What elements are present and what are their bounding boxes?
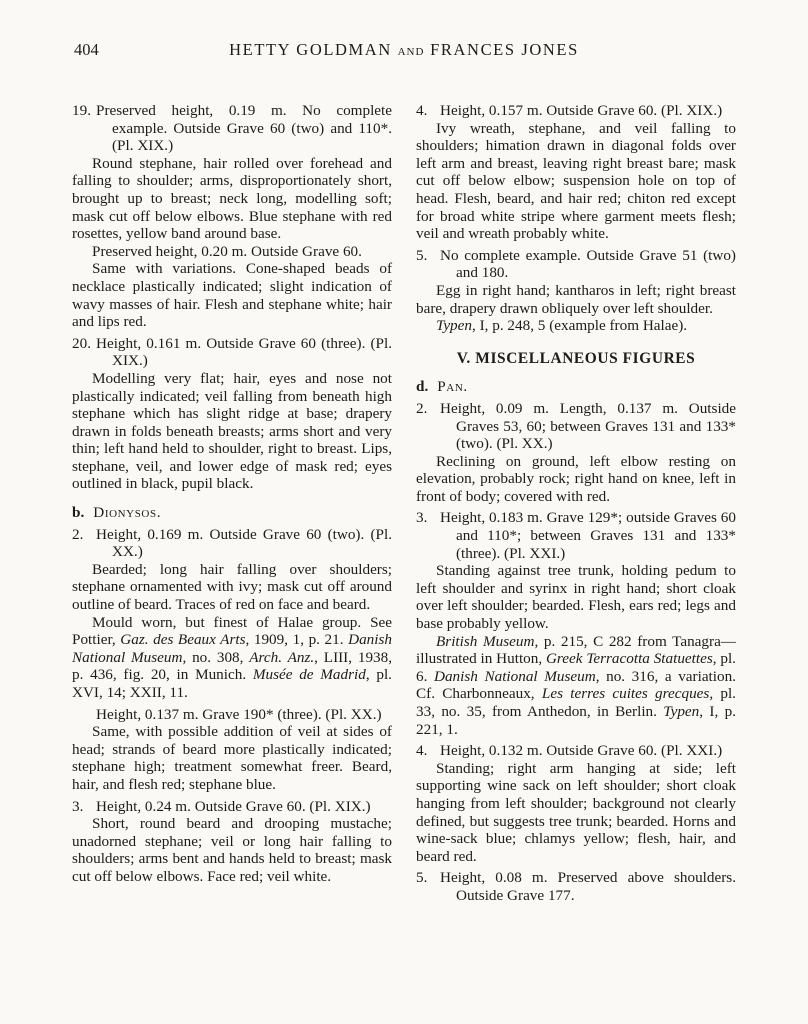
catalog-entry	[72, 526, 392, 561]
cited-work-title: Les terres cuites grecques	[541, 685, 710, 703]
cited-work-title: Typen	[436, 317, 472, 335]
text-run: , 1909, 1, p. 21.	[245, 631, 349, 649]
catalog-entry	[72, 798, 392, 816]
text-run: , p. 215, C 282 from Tanagra—illustrated in Hutton,	[416, 632, 736, 668]
left-column	[72, 98, 392, 905]
text-run: , LIII, 1938, p. 436, fig. 20, in Munich.	[72, 648, 393, 684]
body-paragraph	[72, 155, 392, 243]
entry-number: 19.	[72, 102, 91, 119]
text-run: Preserved height, 0.20 m. Outside Grave 60.	[92, 242, 362, 260]
entry-number: 2.	[72, 525, 84, 543]
cited-work-title: Musée de Madrid	[252, 666, 366, 684]
author-name-left: HETTY GOLDMAN	[229, 40, 392, 59]
body-paragraph	[72, 614, 392, 702]
catalog-entry	[416, 742, 736, 760]
text-run: , pl. XVI, 14; XXII, 11.	[72, 666, 392, 701]
text-run: Standing against tree trunk, holding pedum to left shoulder and syrinx in right hand; short cloak over left shoulder; bearded. Flesh, ears red; legs and base probably yellow.	[416, 562, 736, 633]
page-number: 404	[74, 40, 99, 59]
cited-work-title: Typen	[663, 703, 700, 720]
body-paragraph	[416, 760, 736, 866]
subsection-name: Pan.	[437, 378, 468, 396]
running-title	[72, 40, 736, 60]
body-paragraph	[72, 370, 392, 493]
cited-work-title: Danish National Museum	[72, 631, 392, 666]
text-run: Modelling very flat; hair, eyes and nose not plastically indicated; veil falling from beneath high stephane which has slight ridge at base; drapery drawn in folds beneath breasts; arms short and very thin; left hand held to shoulder, right to breast. Lips, stephane, veil, and lower edge of mask red; eyes outlined in black, pupil black.	[72, 369, 392, 493]
catalog-entry	[416, 400, 736, 453]
entry-number: 4.	[416, 102, 428, 119]
text-run: Egg in right hand; kantharos in left; right breast bare, drapery drawn obliquely over left shoulder.	[416, 281, 736, 317]
text-run: Height, 0.09 m. Length, 0.137 m. Outside Graves 53, 60; between Graves 131 and 133* (two). (Pl. XX.)	[440, 399, 736, 453]
text-run: Mould worn, but finest of Halae group. See Pottier,	[72, 613, 392, 649]
catalog-entry	[72, 335, 392, 370]
catalog-entry	[416, 869, 736, 904]
text-run: No complete example. Outside Grave 51 (two) and 180.	[440, 246, 736, 282]
catalog-entry	[416, 102, 736, 120]
text-run: Preserved height, 0.19 m. No complete example. Outside Grave 60 (two) and 110*. (Pl. XIX.)	[96, 102, 392, 155]
body-paragraph	[416, 317, 736, 335]
cited-work-title: Danish National Museum	[434, 667, 596, 685]
catalog-entry	[416, 247, 736, 282]
text-run: Same, with possible addition of veil at sides of head; strands of beard more plastically indicated; stephane high; treatment somewhat freer. Beard, hair, and flesh red; stephane blue.	[72, 723, 392, 793]
text-run: Short, round beard and drooping mustache; unadorned stephane; veil or long hair falling to shoulders; arms bent and hands held to breast; mask cut off below elbows. Face red; veil white.	[72, 815, 392, 885]
cited-work-title: Greek Terracotta Statuettes	[545, 650, 713, 668]
text-run: Height, 0.132 m. Outside Grave 60. (Pl. XXI.)	[440, 742, 723, 760]
text-run: , I, p. 221, 1.	[416, 703, 737, 738]
catalog-entry	[72, 706, 392, 724]
cited-work-title: British Museum	[436, 632, 535, 650]
body-paragraph	[72, 723, 392, 793]
two-column-text-block	[72, 98, 736, 905]
body-paragraph	[72, 260, 392, 330]
text-run: Height, 0.24 m. Outside Grave 60. (Pl. XIX.)	[96, 797, 371, 815]
entry-number: 20.	[72, 334, 91, 352]
cited-work-title: Arch. Anz.	[249, 648, 315, 666]
entry-number: 3.	[72, 797, 84, 815]
text-run: , pl. 33, no. 35, from Anthedon, in Berlin.	[416, 685, 736, 720]
cited-work-title: Gaz. des Beaux Arts	[120, 631, 246, 649]
subsection-heading	[416, 378, 736, 396]
body-paragraph	[416, 562, 736, 632]
text-run: , I, p. 248, 5 (example from Halae).	[472, 317, 688, 335]
body-paragraph	[416, 120, 736, 243]
page-header	[72, 40, 736, 62]
text-run: Standing; right arm hanging at side; left supporting wine sack on left shoulder; short cloak hanging from left shoulder; background not clearly defined, but suggests tree trunk; bearded. Horns and wine-sack blue; chlamys yellow; flesh, hair, and beard red.	[416, 759, 736, 865]
running-title-conjunction: and	[397, 43, 425, 59]
entry-number: 2.	[416, 399, 428, 417]
text-run: , no. 308,	[182, 648, 250, 666]
body-paragraph	[72, 243, 392, 261]
body-paragraph	[72, 815, 392, 885]
text-run: Round stephane, hair rolled over forehead and falling to shoulder; arms, disproportionately short, brought up to breast; neck long, modelling soft; mask cut off below elbows. Blue stephane with red rosettes, yellow band around base.	[72, 154, 392, 243]
text-run: Ivy wreath, stephane, and veil falling to shoulders; himation drawn in diagonal folds over left arm and breast, leaving right breast bare; mask cut off below elbow; suspension hole on top of head. Flesh, beard, and hair red; chiton red except for broad white stripe where garment meets flesh; veil and wreath probably white.	[416, 119, 736, 243]
text-run: Height, 0.157 m. Outside Grave 60. (Pl. XIX.)	[440, 102, 723, 119]
text-run: Height, 0.137 m. Grave 190* (three). (Pl. XX.)	[96, 705, 382, 723]
body-paragraph	[416, 282, 736, 317]
text-run: , pl. 6.	[416, 650, 736, 685]
subsection-letter: b.	[72, 504, 85, 522]
text-run: Height, 0.08 m. Preserved above shoulders. Outside Grave 177.	[440, 869, 736, 904]
entry-number: 5.	[416, 246, 428, 264]
catalog-entry	[416, 509, 736, 562]
subsection-letter: d.	[416, 378, 429, 396]
body-paragraph	[416, 633, 736, 739]
text-run: Height, 0.169 m. Outside Grave 60 (two). (Pl. XX.)	[96, 525, 392, 561]
right-column	[416, 98, 736, 905]
entry-number: 3.	[416, 509, 428, 527]
catalog-entry	[72, 102, 392, 155]
subsection-name: Dionysos.	[93, 504, 162, 522]
body-paragraph	[416, 453, 736, 506]
entry-number: 4.	[416, 742, 428, 760]
entry-number: 5.	[416, 869, 428, 887]
text-run: Height, 0.161 m. Outside Grave 60 (three). (Pl. XIX.)	[96, 334, 392, 370]
text-run: Same with variations. Cone-shaped beads of necklace plastically indicated; slight indication of wavy masses of hair. Flesh and stephane white; hair and lips red.	[72, 260, 392, 331]
section-heading: V. MISCELLANEOUS FIGURES	[456, 349, 696, 367]
subsection-heading	[72, 504, 392, 522]
text-run: Bearded; long hair falling over shoulders; stephane ornamented with ivy; mask cut off around outline of beard. Traces of red on face and beard.	[72, 560, 392, 614]
text-run: Reclining on ground, left elbow resting on elevation, probably rock; right hand on knee, left in front of body; covered with red.	[416, 452, 736, 505]
author-name-right: FRANCES JONES	[430, 40, 579, 59]
text-run: Height, 0.183 m. Grave 129*; outside Graves 60 and 110*; between Graves 131 and 133* (three). (Pl. XXI.)	[440, 509, 736, 562]
body-paragraph	[72, 561, 392, 614]
text-run: , no. 316, a variation. Cf. Charbonneaux,	[416, 667, 736, 703]
